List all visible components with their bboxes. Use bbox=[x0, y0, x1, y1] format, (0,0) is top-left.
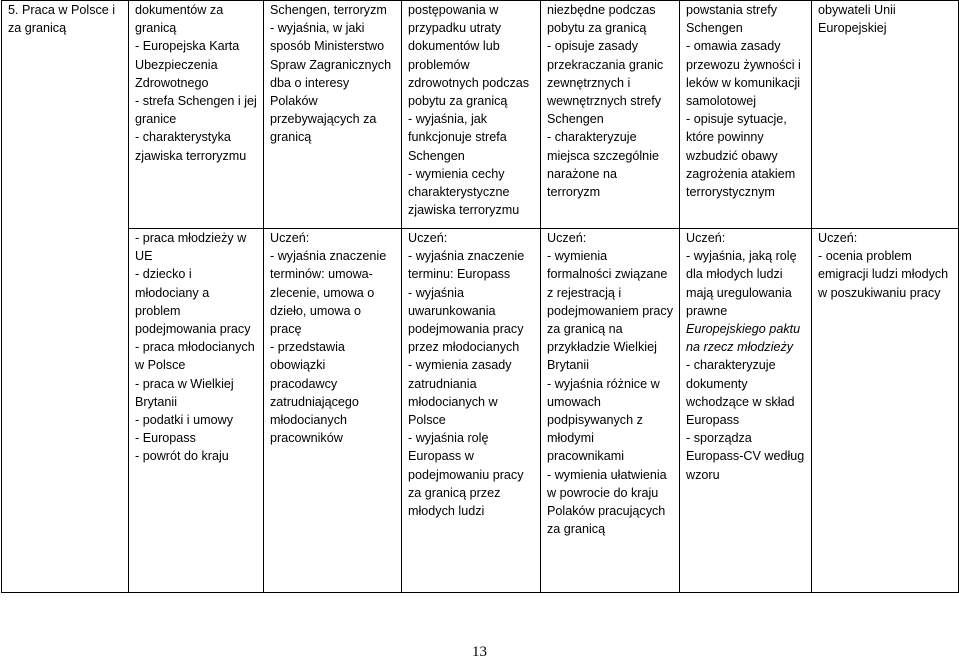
cell-text: Schengen, terroryzm - wyjaśnia, w jaki sposób Ministerstwo Spraw Zagranicznych dba o interesy Polaków przebywających za granicą bbox=[270, 3, 392, 145]
cell-text-part: Uczeń: - wyjaśnia, jaką rolę dla młodych ludzi mają uregulowania prawne bbox=[686, 231, 797, 318]
table-cell bbox=[812, 229, 959, 593]
table-cell bbox=[541, 1, 680, 229]
cell-text: dokumentów za granicą - Europejska Karta Ubezpieczenia Zdrowotnego - strefa Schengen i jej granice - charakterystyka zjawiska terroryzmu bbox=[135, 3, 257, 163]
cell-text: niezbędne podczas pobytu za granicą - opisuje zasady przekraczania granic zewnętrznych i wewnętrznych strefy Schengen - charakteryzuje miejsca szczególnie narażone na terroryzm bbox=[547, 3, 664, 200]
table-cell bbox=[402, 229, 541, 593]
table-cell bbox=[264, 1, 402, 229]
cell-text bbox=[686, 229, 805, 484]
table-cell bbox=[680, 1, 812, 229]
table-cell bbox=[812, 1, 959, 229]
table-cell bbox=[264, 229, 402, 593]
cell-text: Uczeń: - ocenia problem emigracji ludzi młodych w poszukiwaniu pracy bbox=[818, 231, 949, 300]
table-row bbox=[2, 229, 959, 593]
table-cell bbox=[680, 229, 812, 593]
table-row bbox=[2, 1, 959, 229]
cell-text: Uczeń: - wymienia formalności związane z rejestracją i podejmowaniem pracy za granicą na przykładzie Wielkiej Brytanii - wyjaśnia różnice w umowach podpisywanych z młodymi pracownikami - wymienia ułatwienia w powrocie do kraju Polaków pracujących za granicą bbox=[547, 231, 673, 537]
cell-text: obywateli Unii Europejskiej bbox=[818, 3, 896, 36]
cell-text: Uczeń: - wyjaśnia znaczenie terminu: Europass - wyjaśnia uwarunkowania podejmowania pracy przez młodocianych - wymienia zasady zatrudniania młodocianych w Polsce - wyjaśnia rolę Europass w podejmowaniu pracy za granicą przez młodych ludzi bbox=[408, 231, 525, 519]
curriculum-table bbox=[1, 0, 959, 593]
table-cell bbox=[402, 1, 541, 229]
cell-text-part: - charakteryzuje dokumenty wchodzące w skład Europass - sporządza Europass-CV według wzoru bbox=[686, 358, 805, 482]
table-cell bbox=[129, 229, 264, 593]
cell-text: Uczeń: - wyjaśnia znaczenie terminów: umowa-zlecenie, umowa o dzieło, umowa o pracę - przedstawia obowiązki pracodawcy zatrudniającego młodocianych pracowników bbox=[270, 231, 387, 446]
pact-name-italic: Europejskiego paktu na rzecz młodzieży bbox=[686, 322, 801, 355]
cell-text: postępowania w przypadku utraty dokumentów lub problemów zdrowotnych podczas pobytu za granicą - wyjaśnia, jak funkcjonuje strefa Schengen - wymienia cechy charakterystyczne zjawiska terroryzmu bbox=[408, 3, 530, 218]
topic-text: 5. Praca w Polsce i za granicą bbox=[8, 3, 116, 36]
topic-cell bbox=[2, 1, 129, 593]
cell-text: - praca młodzieży w UE - dziecko i młodociany a problem podejmowania pracy - praca młodocianych w Polsce - praca w Wielkiej Brytanii - podatki i umowy - Europass - powrót do kraju bbox=[135, 231, 255, 464]
cell-text: powstania strefy Schengen - omawia zasady przewozu żywności i leków w komunikacji samolotowej - opisuje sytuacje, które powinny wzbudzić obawy zagrożenia atakiem terrorystycznym bbox=[686, 3, 801, 200]
page-number: 13 bbox=[472, 644, 487, 660]
table-cell bbox=[129, 1, 264, 229]
table-cell bbox=[541, 229, 680, 593]
